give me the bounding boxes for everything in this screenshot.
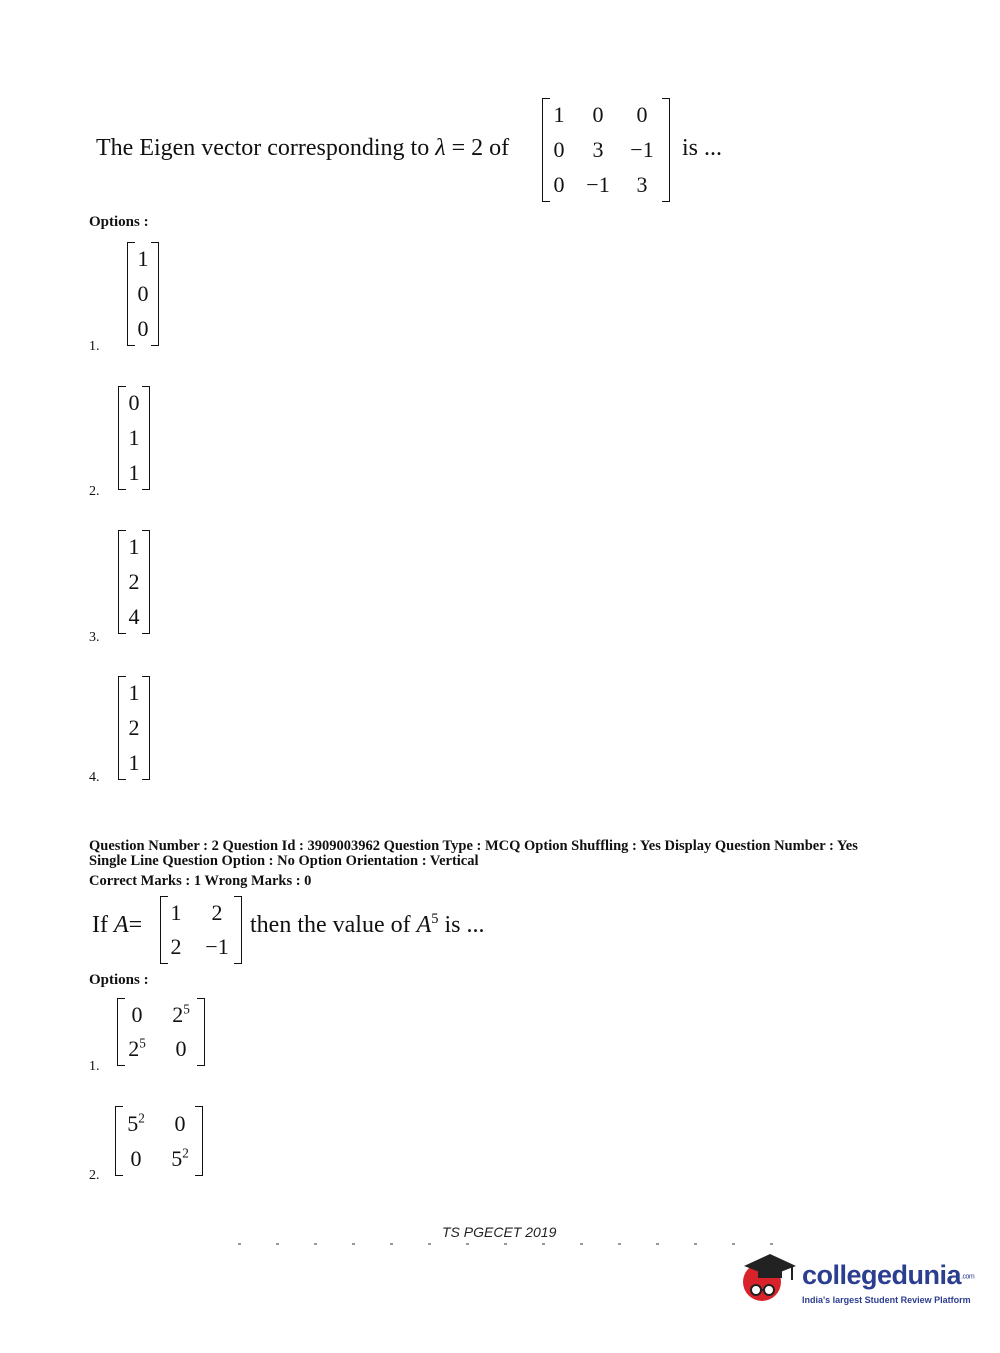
vector-cell: 4: [128, 603, 140, 629]
vector-cell: 0: [137, 315, 149, 341]
matrix-var: A: [113, 912, 129, 938]
vector-cell: 1: [128, 680, 140, 706]
option-number: 4.: [89, 770, 100, 785]
matrix-cell: [172, 1001, 190, 1027]
question-2-then: [250, 912, 485, 939]
matrix-cell: 0: [130, 1145, 142, 1171]
exponent: 5: [183, 1001, 190, 1017]
matrix-cell: 0: [553, 171, 565, 197]
question-2-if-text: If: [92, 912, 114, 938]
matrix-cell: 3: [636, 171, 648, 197]
question-2-meta-line-1: Question Number : 2 Question Id : 3909003962 Question Type : MCQ Option Shuffling : Yes Display Question Number : Yes: [89, 838, 858, 854]
footer-divider: [238, 1243, 798, 1245]
option-vector[interactable]: [118, 530, 150, 634]
matrix-cell: 0: [174, 1110, 186, 1136]
question-1-is: is ...: [682, 135, 723, 161]
matrix-cell: 2: [211, 900, 223, 925]
option-vector[interactable]: [127, 242, 159, 346]
base: 2: [128, 1036, 140, 1061]
question-2-if: [92, 912, 142, 939]
question-2-then-text: then the value of: [250, 912, 417, 938]
matrix-cell: 3: [592, 136, 604, 162]
option-number: 2.: [89, 1168, 100, 1183]
base: 2: [172, 1002, 184, 1027]
question-1-text: [96, 128, 509, 168]
exponent: 5: [139, 1035, 146, 1051]
vector-cell: 1: [128, 424, 140, 450]
matrix-cell: [127, 1110, 145, 1136]
vector-cell: 1: [128, 459, 140, 485]
matrix-cell: 2: [170, 934, 182, 959]
vector-cell: 0: [137, 280, 149, 306]
vector-cell: 1: [128, 534, 140, 560]
matrix-cell: 0: [636, 102, 648, 128]
equals-sign: =: [128, 912, 143, 938]
matrix-cell: 0: [553, 136, 565, 162]
vector-cell: 2: [128, 714, 140, 740]
matrix-cell: 1: [170, 900, 182, 925]
option-number: 3.: [89, 630, 100, 645]
question-2-meta-line-3: Correct Marks : 1 Wrong Marks : 0: [89, 873, 312, 889]
vector-cell: 1: [137, 246, 149, 272]
graduation-cap-icon: [740, 1246, 800, 1306]
question-1-text-before: The Eigen vector corresponding to: [96, 135, 436, 161]
question-2-meta-line-2: Single Line Question Option : No Option Orientation : Vertical: [89, 853, 479, 869]
exponent: 2: [138, 1110, 145, 1126]
brand-suffix: .com: [961, 1273, 975, 1281]
question-1-equals: = 2 of: [445, 135, 510, 161]
option-number: 2.: [89, 484, 100, 499]
matrix-cell: 0: [592, 102, 604, 128]
option-vector[interactable]: [118, 676, 150, 780]
power-var: A: [416, 912, 432, 938]
option-number: 1.: [89, 339, 100, 354]
matrix-cell: [128, 1035, 146, 1061]
matrix-cell: 0: [131, 1002, 143, 1027]
option-vector[interactable]: [118, 386, 150, 490]
lambda-symbol: λ: [435, 135, 446, 161]
question-2-matrix: [160, 896, 242, 964]
option-matrix[interactable]: [117, 998, 205, 1066]
question-2-is: is ...: [438, 912, 485, 938]
question-1-matrix: [542, 98, 670, 202]
matrix-cell: 0: [175, 1036, 187, 1061]
base: 5: [171, 1145, 183, 1171]
brand-tagline: India's largest Student Review Platform: [802, 1295, 971, 1305]
options-label: Options :: [89, 972, 149, 988]
vector-cell: 0: [128, 390, 140, 416]
matrix-cell: −1: [630, 136, 654, 162]
vector-cell: 2: [128, 568, 140, 594]
matrix-cell: [171, 1145, 189, 1171]
brand-logo: [802, 1260, 974, 1291]
matrix-cell: 1: [553, 102, 565, 128]
matrix-cell: −1: [205, 934, 229, 959]
power-exponent: 5: [431, 911, 439, 927]
exponent: 2: [182, 1145, 189, 1161]
exam-title: TS PGECET 2019: [442, 1224, 557, 1240]
option-matrix[interactable]: [115, 1106, 203, 1176]
matrix-cell: −1: [586, 171, 610, 197]
base: 5: [127, 1110, 139, 1136]
options-label: Options :: [89, 214, 149, 230]
vector-cell: 1: [128, 749, 140, 775]
brand-name: collegedunia: [802, 1260, 962, 1290]
option-number: 1.: [89, 1059, 100, 1074]
